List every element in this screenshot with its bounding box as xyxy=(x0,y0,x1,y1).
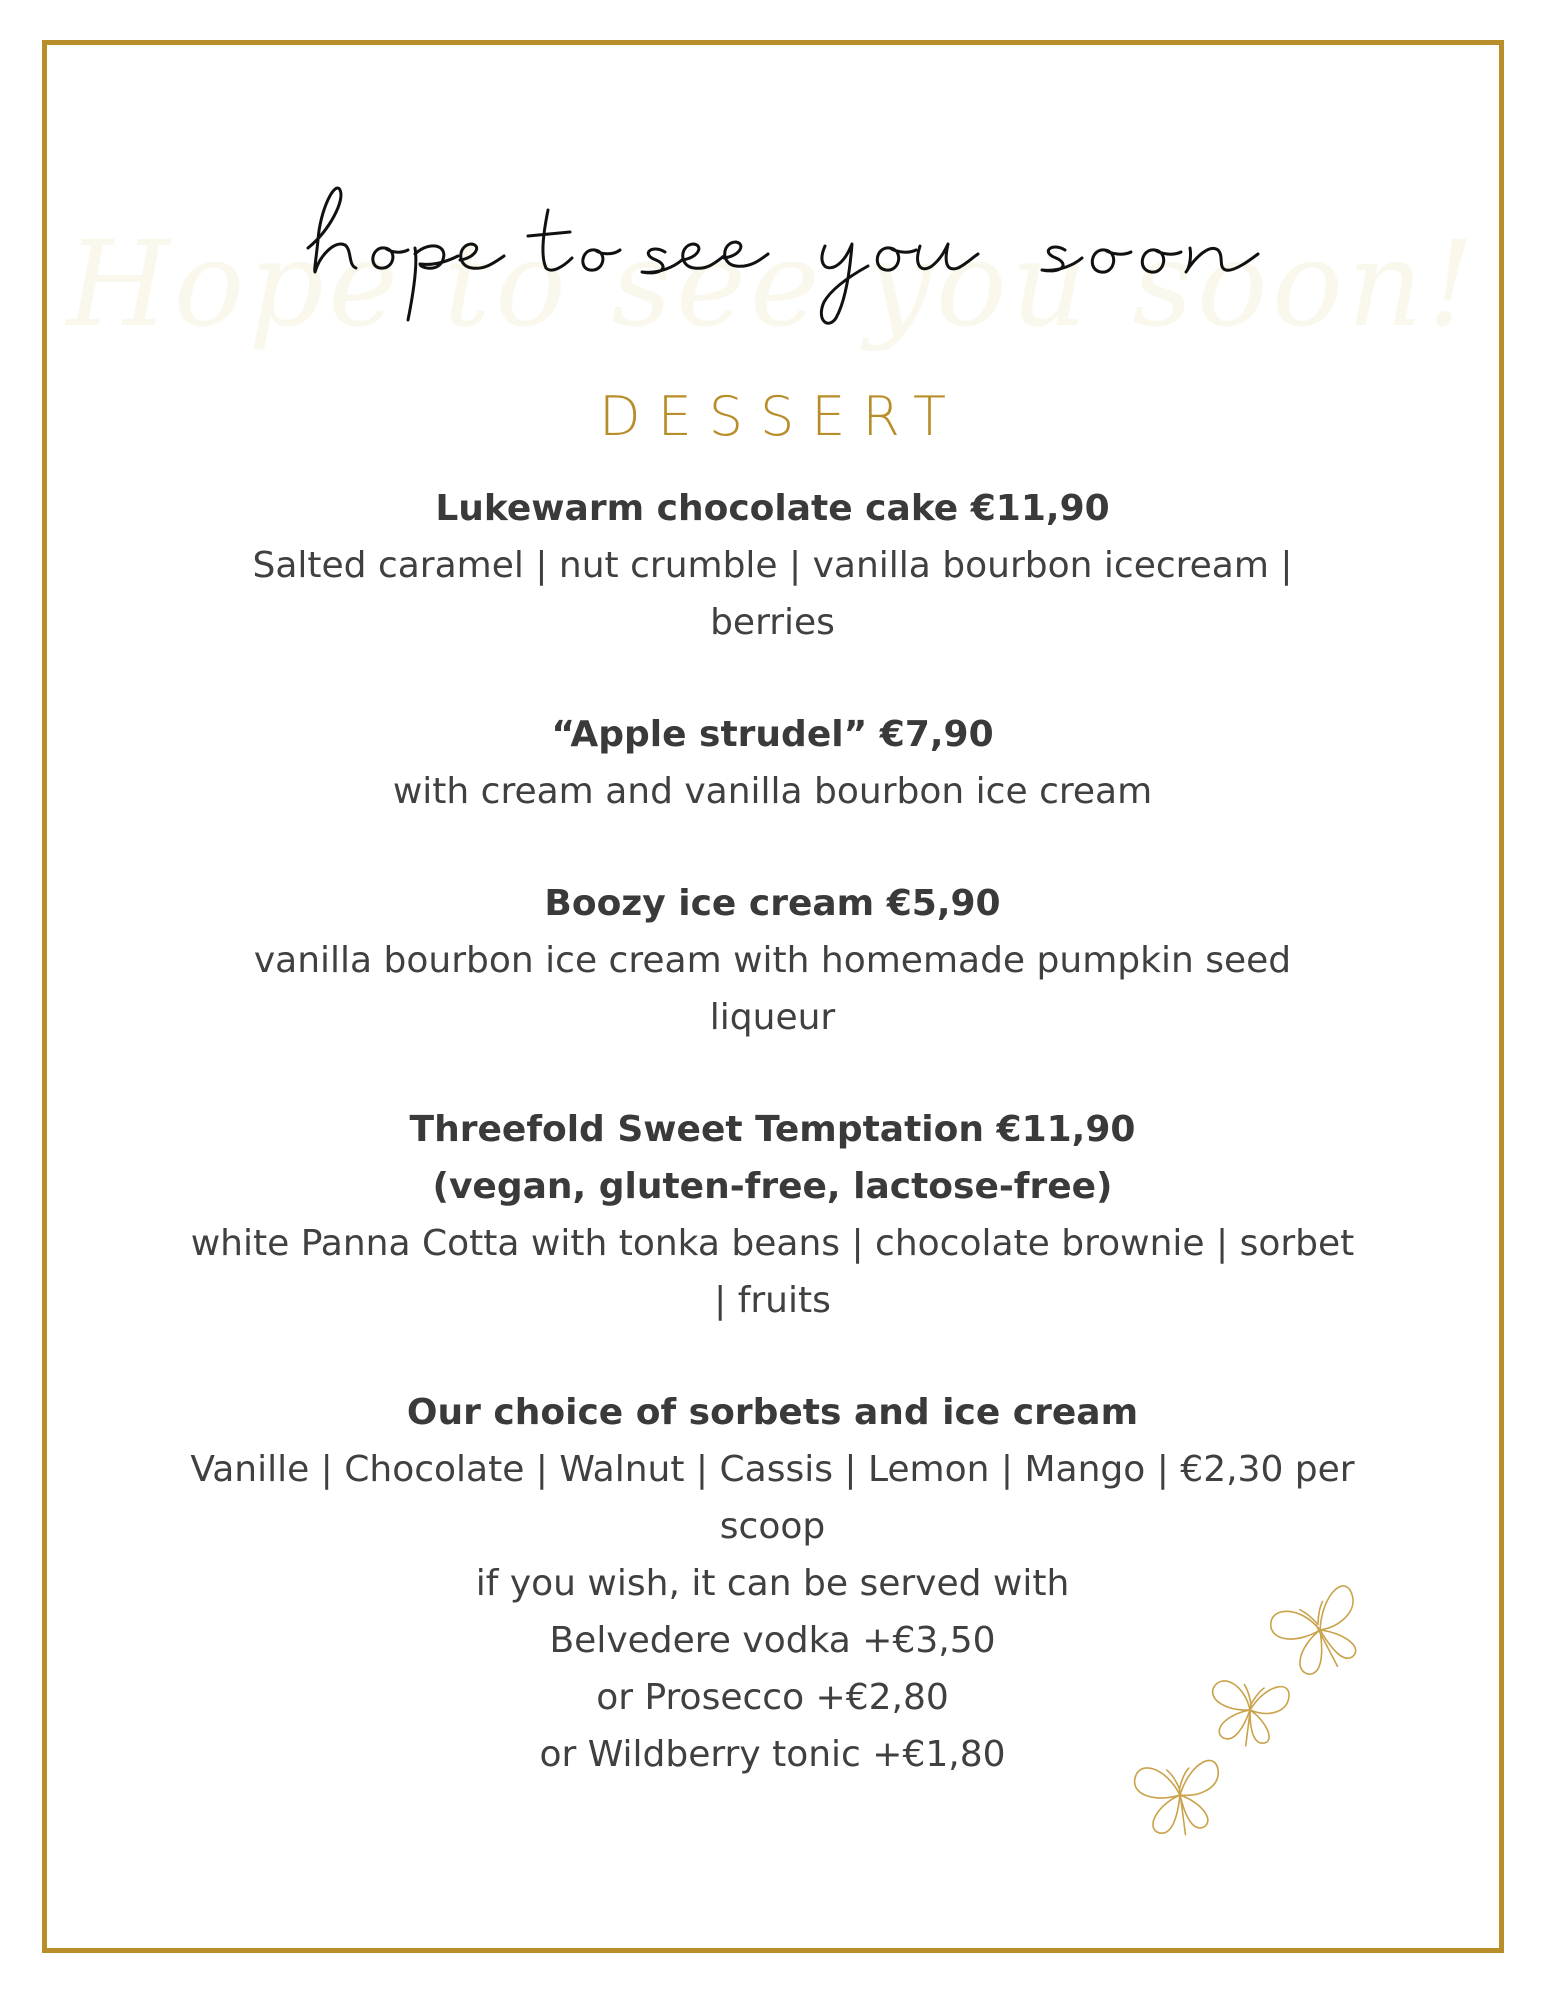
item-description: Salted caramel | nut crumble | vanilla bourbon icecream | berries xyxy=(252,545,1293,643)
item-extra-line: Belvedere vodka +€3,50 xyxy=(549,1620,996,1661)
item-description: white Panna Cotta with tonka beans | chocolate brownie | sorbet | fruits xyxy=(190,1223,1355,1321)
item-description: with cream and vanilla bourbon ice cream xyxy=(392,771,1153,812)
section-heading: DESSERT xyxy=(599,385,963,448)
butterfly-icon xyxy=(1133,1760,1223,1839)
menu-item xyxy=(150,1101,1395,1329)
butterfly-icon xyxy=(1204,1675,1290,1752)
butterflies-decoration xyxy=(1130,1570,1430,1870)
butterfly-icon xyxy=(1266,1584,1373,1683)
item-extra-line: if you wish, it can be served with xyxy=(475,1563,1070,1604)
menu-item xyxy=(150,480,1395,651)
menu-item xyxy=(150,706,1395,820)
item-title: Threefold Sweet Temptation €11,90 xyxy=(409,1109,1136,1150)
menu-item xyxy=(150,875,1395,1046)
watermark-text: Hope to see you soon! xyxy=(66,215,1479,353)
item-title: “Apple strudel” €7,90 xyxy=(551,714,994,755)
item-description: Vanille | Chocolate | Walnut | Cassis | Lemon | Mango | €2,30 per scoop xyxy=(190,1449,1355,1547)
item-subtitle: (vegan, gluten-free, lactose-free) xyxy=(432,1166,1113,1207)
item-extra-line: or Prosecco +€2,80 xyxy=(596,1677,949,1718)
item-title: Our choice of sorbets and ice cream xyxy=(406,1392,1139,1433)
item-title: Boozy ice cream €5,90 xyxy=(544,883,1001,924)
item-description: vanilla bourbon ice cream with homemade pumpkin seed liqueur xyxy=(253,940,1292,1038)
script-title xyxy=(290,170,1340,330)
item-title: Lukewarm chocolate cake €11,90 xyxy=(435,488,1110,529)
script-title-graphic xyxy=(290,170,1340,330)
item-extra-line: or Wildberry tonic +€1,80 xyxy=(539,1734,1006,1775)
